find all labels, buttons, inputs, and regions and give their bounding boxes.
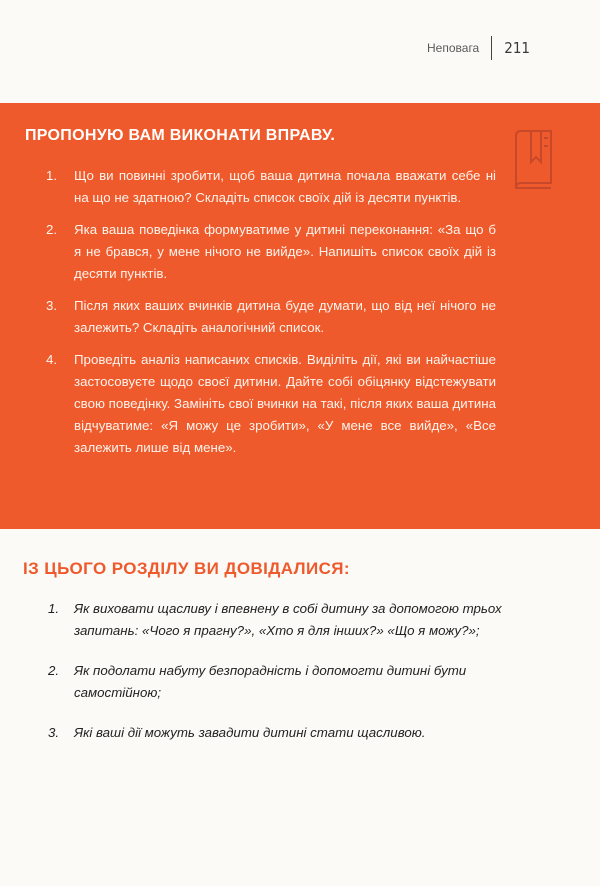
running-head	[427, 36, 530, 60]
item-number: 2.	[46, 222, 58, 237]
item-text: Після яких ваших вчинків дитина буде думати, що від неї нічого не залежить? Складіть аналогічний список.	[74, 298, 496, 335]
page-number: 211	[504, 39, 530, 57]
exercise-item	[46, 219, 496, 285]
item-text: Яка ваша поведінка формуватиме у дитині переконання: «За що б я не брався, у мене нічого не вийде». Напишіть список своїх дій із десяти пунктів.	[74, 222, 496, 281]
item-number: 3.	[48, 725, 60, 740]
exercise-title: ПРОПОНУЮ ВАМ ВИКОНАТИ ВПРАВУ.	[25, 127, 336, 144]
learned-item	[48, 598, 518, 642]
item-number: 3.	[46, 298, 58, 313]
item-text: Що ви повинні зробити, щоб ваша дитина почала вважати себе ні на що не здатною? Складіть список своїх дій із десяти пунктів.	[74, 168, 496, 205]
exercise-item	[46, 295, 496, 339]
learned-list	[48, 598, 518, 762]
item-number: 1.	[46, 168, 58, 183]
bookmark-book-icon	[511, 126, 557, 192]
item-number: 4.	[46, 352, 58, 367]
exercise-list	[46, 165, 496, 469]
item-text: Як виховати щасливу і впевнену в собі дитину за допомогою трьох запитань: «Чого я прагну?», «Хто я для інших?» «Що я можу?»;	[74, 601, 502, 638]
item-text: Які ваші дії можуть завадити дитині стати щасливою.	[74, 725, 426, 740]
chapter-title: Неповага	[427, 41, 480, 55]
header-divider	[491, 36, 492, 60]
exercise-item	[46, 165, 496, 209]
learned-title: ІЗ ЦЬОГО РОЗДІЛУ ВИ ДОВІДАЛИСЯ:	[23, 559, 350, 578]
learned-item	[48, 722, 518, 744]
exercise-box	[0, 103, 600, 529]
item-text: Проведіть аналіз написаних списків. Виділіть дії, які ви найчастіше застосовуєте щодо своєї дитини. Дайте собі обіцянку відстежувати свою поведінку. Замініть свої вчинки на такі, після яких ваша дитина відчуватиме: «Я можу це зробити», «У мене все вийде», «Все залежить лише від мене».	[74, 352, 496, 455]
item-number: 1.	[48, 601, 60, 616]
item-text: Як подолати набуту безпорадність і допомогти дитині бути самостійною;	[74, 663, 467, 700]
exercise-item	[46, 349, 496, 459]
learned-item	[48, 660, 518, 704]
item-number: 2.	[48, 663, 60, 678]
